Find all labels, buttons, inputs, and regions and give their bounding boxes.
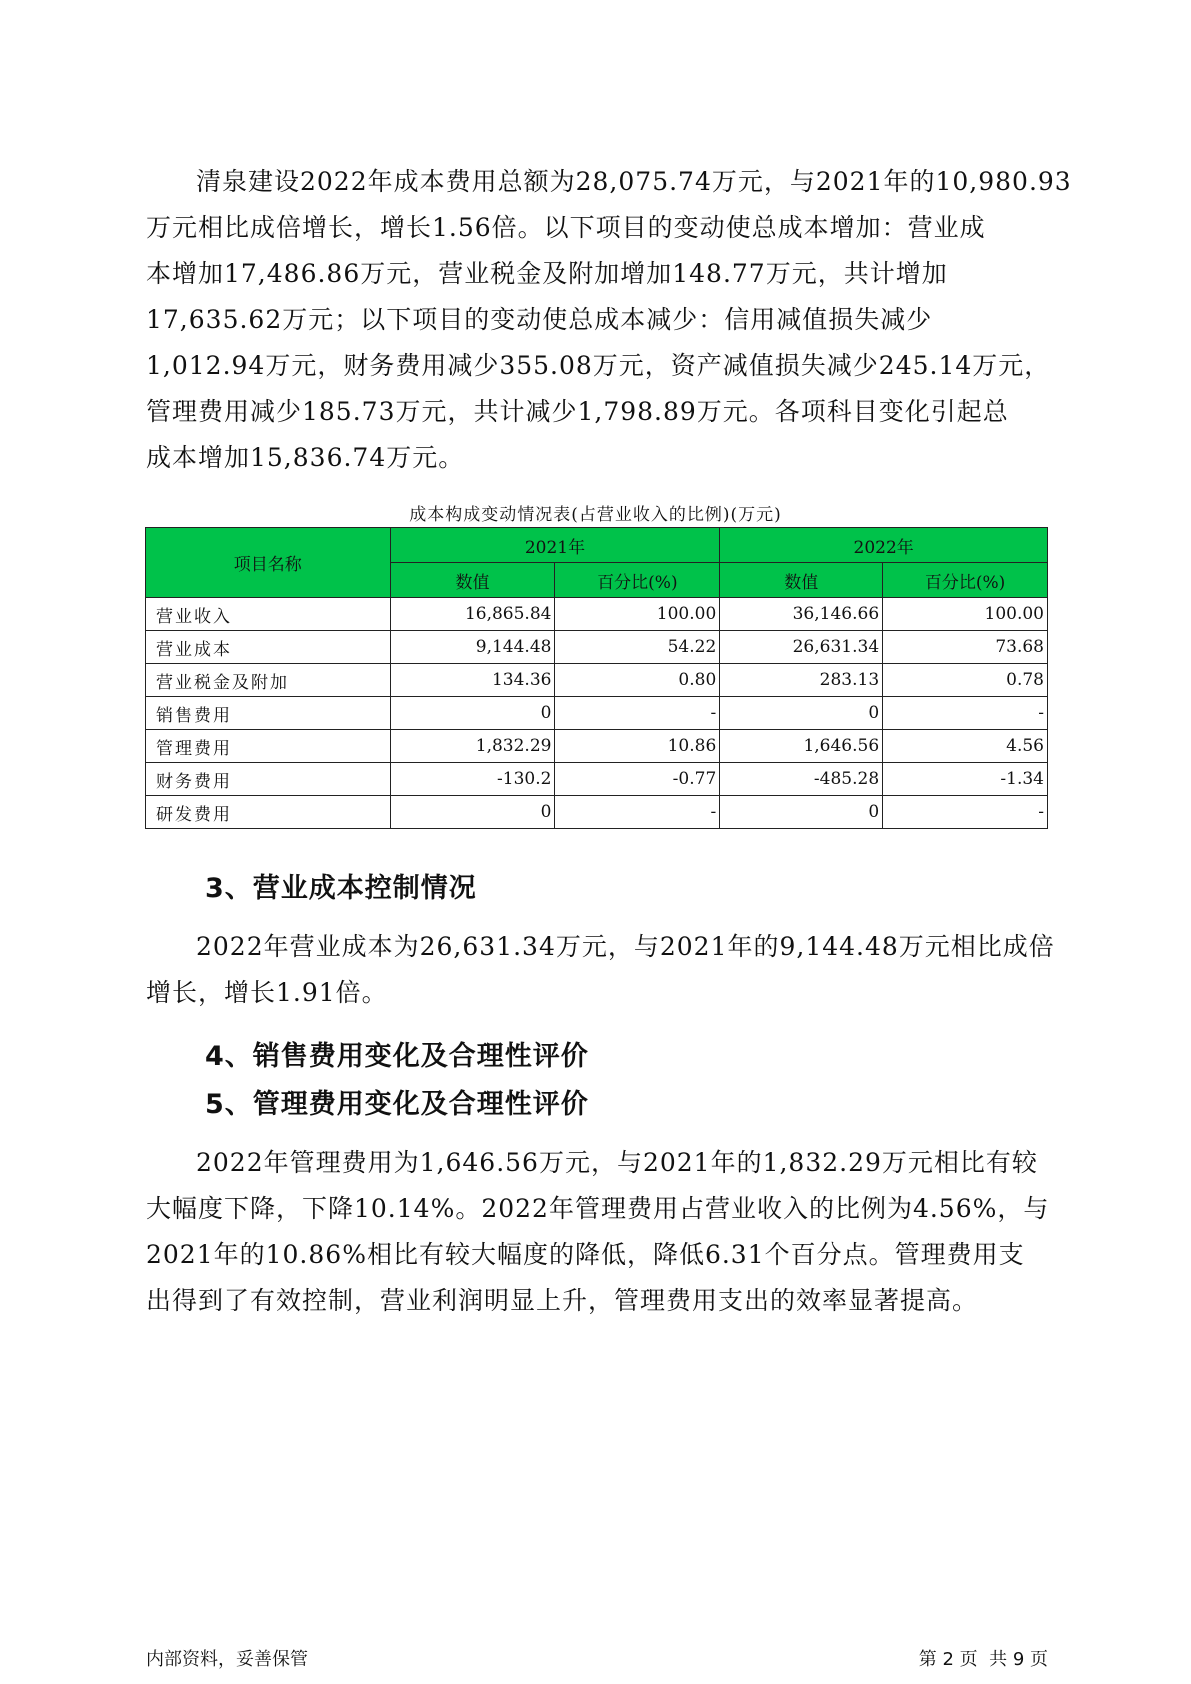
value-2021: 0	[390, 697, 555, 730]
footer-page-number: 第 2 页 共 9 页	[918, 1649, 1048, 1670]
intro-line: 万元相比成倍增长，增长1.56倍。以下项目的变动使总成本增加：营业成	[146, 213, 986, 242]
section-5-line: 2022年管理费用为1,646.56万元，与2021年的1,832.29万元相比有较	[196, 1148, 1038, 1177]
value-2022: -485.28	[720, 763, 883, 796]
header-value-2021: 数值	[390, 563, 555, 598]
value-2022: 36,146.66	[720, 598, 883, 631]
percent-2021: -	[555, 796, 720, 829]
row-label: 财务费用	[146, 763, 391, 796]
table-row	[146, 796, 1048, 829]
value-2021: 1,832.29	[390, 730, 555, 763]
percent-2022: -1.34	[883, 763, 1048, 796]
section-5-line: 出得到了有效控制，营业利润明显上升，管理费用支出的效率显著提高。	[146, 1286, 979, 1315]
value-2022: 26,631.34	[720, 631, 883, 664]
table-row	[146, 730, 1048, 763]
section-3-paragraph	[146, 924, 1056, 1016]
value-2021: 134.36	[390, 664, 555, 697]
value-2021: 16,865.84	[390, 598, 555, 631]
value-2022: 0	[720, 796, 883, 829]
value-2022: 0	[720, 697, 883, 730]
value-2022: 283.13	[720, 664, 883, 697]
percent-2021: -0.77	[555, 763, 720, 796]
percent-2021: 54.22	[555, 631, 720, 664]
table-header-row	[146, 528, 1048, 563]
percent-2022: 0.78	[883, 664, 1048, 697]
footer-confidential-note: 内部资料，妥善保管	[146, 1649, 308, 1670]
intro-line: 17,635.62万元；以下项目的变动使总成本减少：信用减值损失减少	[146, 305, 933, 334]
intro-line: 1,012.94万元，财务费用减少355.08万元，资产减值损失减少245.14万元，	[146, 351, 1051, 380]
percent-2022: -	[883, 697, 1048, 730]
header-item-name: 项目名称	[146, 528, 391, 598]
header-year-2022: 2022年	[720, 528, 1048, 563]
section-5-heading: 5、管理费用变化及合理性评价	[205, 1089, 589, 1120]
row-label: 研发费用	[146, 796, 391, 829]
table-row	[146, 763, 1048, 796]
header-percent-2021: 百分比(%)	[555, 563, 720, 598]
percent-2021: 0.80	[555, 664, 720, 697]
header-year-2021: 2021年	[390, 528, 720, 563]
section-3-line: 2022年营业成本为26,631.34万元，与2021年的9,144.48万元相比成倍	[196, 932, 1055, 961]
intro-paragraph	[146, 159, 1072, 481]
row-label: 营业收入	[146, 598, 391, 631]
table-row	[146, 631, 1048, 664]
percent-2021: -	[555, 697, 720, 730]
table-row	[146, 697, 1048, 730]
section-5-line: 大幅度下降，下降10.14%。2022年管理费用占营业收入的比例为4.56%，与	[146, 1194, 1050, 1223]
percent-2022: 73.68	[883, 631, 1048, 664]
intro-line: 成本增加15,836.74万元。	[146, 443, 465, 472]
value-2021: 0	[390, 796, 555, 829]
intro-line: 清泉建设2022年成本费用总额为28,075.74万元，与2021年的10,980.93	[196, 167, 1072, 196]
section-3-line: 增长，增长1.91倍。	[146, 978, 388, 1007]
intro-line: 本增加17,486.86万元，营业税金及附加增加148.77万元，共计增加	[146, 259, 948, 288]
row-label: 销售费用	[146, 697, 391, 730]
value-2021: 9,144.48	[390, 631, 555, 664]
intro-line: 管理费用减少185.73万元，共计减少1,798.89万元。各项科目变化引起总	[146, 397, 1009, 426]
section-5-paragraph	[146, 1140, 1056, 1324]
percent-2021: 100.00	[555, 598, 720, 631]
table-row	[146, 598, 1048, 631]
header-percent-2022: 百分比(%)	[883, 563, 1048, 598]
row-label: 营业税金及附加	[146, 664, 391, 697]
row-label: 管理费用	[146, 730, 391, 763]
header-value-2022: 数值	[720, 563, 883, 598]
section-4-heading: 4、销售费用变化及合理性评价	[205, 1041, 589, 1072]
percent-2021: 10.86	[555, 730, 720, 763]
value-2022: 1,646.56	[720, 730, 883, 763]
section-3-heading: 3、营业成本控制情况	[205, 873, 477, 904]
value-2021: -130.2	[390, 763, 555, 796]
table-row	[146, 664, 1048, 697]
row-label: 营业成本	[146, 631, 391, 664]
percent-2022: -	[883, 796, 1048, 829]
cost-structure-table	[145, 527, 1048, 829]
percent-2022: 100.00	[883, 598, 1048, 631]
percent-2022: 4.56	[883, 730, 1048, 763]
table-caption: 成本构成变动情况表(占营业收入的比例)(万元)	[409, 505, 782, 525]
section-5-line: 2021年的10.86%相比有较大幅度的降低，降低6.31个百分点。管理费用支	[146, 1240, 1025, 1269]
